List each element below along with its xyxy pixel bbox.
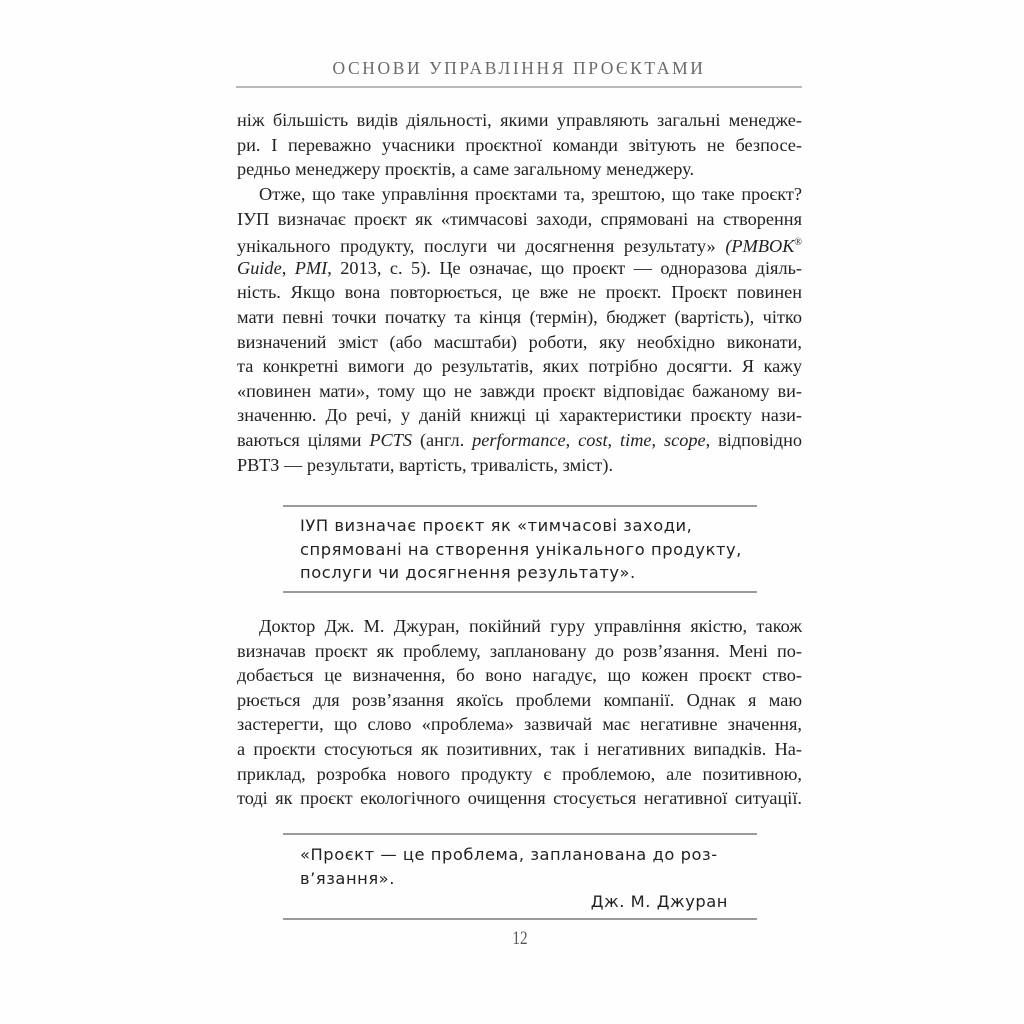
citation-italic: Guide	[237, 257, 282, 278]
callout-bottom-rule	[283, 918, 757, 920]
text-line: Доктор Дж. М. Джуран, покійний гуру управління якістю, також	[259, 616, 802, 636]
term-italic: scope	[664, 429, 706, 450]
text-segment: , відповідно	[705, 429, 803, 450]
text-line: приклад, розробка нового продукту є проблемою, але позитивною,	[237, 763, 802, 784]
paragraph-2	[237, 182, 802, 477]
text-line	[237, 256, 802, 281]
paragraph-3	[237, 614, 802, 811]
callout-bottom-rule	[283, 591, 757, 593]
callout-line: послуги чи досягнення результату».	[300, 563, 636, 582]
text-line: тоді як проєкт екологічного очищення стосується негативної ситуації.	[237, 788, 802, 809]
text-line: мати певні точки початку та кінця (термін), бюджет (вартість), чітко	[237, 306, 802, 327]
text-segment: ,	[281, 257, 295, 278]
text-line	[237, 428, 802, 453]
text-segment: унікального продукту, послуги чи досягнення результату»	[237, 236, 726, 257]
text-line: ніж більшість видів діяльності, якими управляють загальні менедже-	[237, 110, 802, 130]
term-italic: time	[620, 429, 652, 450]
text-segment: ,	[607, 429, 621, 450]
text-line: добається це визначення, бо воно нагадує, що кожен проєкт ство-	[237, 665, 802, 686]
term-italic: performance	[472, 429, 566, 450]
page-number: 12	[512, 928, 528, 949]
paragraph-1	[237, 108, 802, 182]
text-segment: , 2013, с. 5). Це означає, що проєкт — одноразова діяль-	[327, 257, 803, 278]
callout-quote-1	[300, 514, 740, 585]
header-rule	[236, 86, 802, 88]
text-line: застерегти, що слово «проблема» зазвичай має негативне значення,	[237, 714, 802, 735]
text-line: та конкретні вимоги до результатів, яких потрібно досягти. Я кажу	[237, 356, 802, 377]
callout-line: «Проєкт — це проблема, запланована до роз-	[300, 845, 718, 864]
callout-line: спрямовані на створення унікального продукту,	[300, 539, 742, 559]
text-segment: ,	[651, 429, 665, 450]
callout-top-rule	[283, 505, 757, 507]
quote-author: Дж. М. Джуран	[590, 892, 728, 911]
text-line: а проєкти стосуються як позитивних, так і негативних випадків. На-	[237, 738, 802, 759]
callout-line: ІУП визначає проєкт як «тимчасові заходи,	[300, 516, 693, 535]
text-line: визначав проєкт як проблему, заплановану до розв’язання. Мені по-	[237, 640, 802, 661]
citation-italic: (PMBOK	[725, 236, 795, 257]
callout-top-rule	[283, 833, 757, 835]
text-line: ність. Якщо вона повторюється, це вже не проєкт. Проєкт повинен	[237, 282, 802, 303]
term-italic: PCTS	[369, 429, 413, 450]
text-line	[237, 231, 802, 256]
text-line: Отже, що таке управління проєктами та, зрештою, що таке проєкт?	[259, 184, 802, 204]
callout-quote-2	[300, 843, 740, 914]
text-segment: ваються цілями	[237, 429, 370, 450]
registered-mark: ®	[794, 237, 802, 249]
text-line: «повинен мати», тому що не завжди проєкт відповідає бажаному ви-	[237, 380, 802, 401]
running-head: ОСНОВИ УПРАВЛІННЯ ПРОЄКТАМИ	[332, 58, 706, 78]
text-line: РВТЗ — результати, вартість, тривалість, зміст).	[237, 454, 614, 475]
text-line: рюється для розв’язання якоїсь проблеми компанії. Однак я маю	[237, 689, 802, 710]
term-italic: cost	[578, 429, 608, 450]
text-line: редньо менеджеру проєктів, а саме загальному менеджеру.	[237, 159, 695, 180]
text-segment: (англ.	[412, 429, 473, 450]
text-line: значенню. До речі, у даній книжці ці характеристики проєкту нази-	[237, 405, 802, 426]
citation-italic: PMI	[294, 257, 328, 278]
text-line: ІУП визначає проєкт як «тимчасові заходи, спрямовані на створення	[237, 208, 802, 229]
text-segment: ,	[565, 429, 579, 450]
callout-line: в’язання».	[300, 868, 395, 888]
text-line: ри. І переважно учасники проєктної команди звітують не безпосе-	[237, 134, 802, 155]
text-line: визначений зміст (або масштаби) роботи, яку необхідно виконати,	[237, 331, 802, 352]
